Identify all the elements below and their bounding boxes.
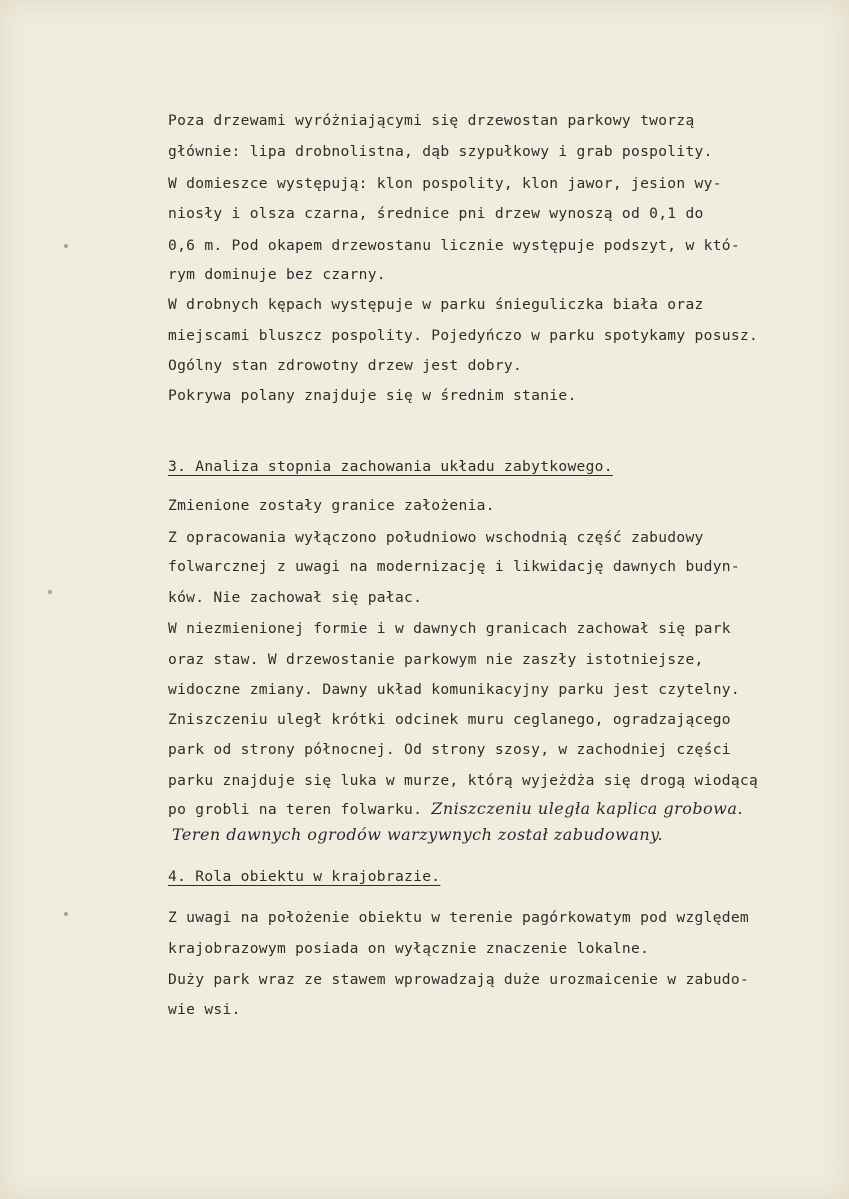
- text-line: Z uwagi na położenie obiektu w terenie pagórkowatym pod względem: [168, 909, 750, 926]
- text-line: Zmienione zostały granice założenia.: [168, 497, 495, 514]
- handwritten-note: Zniszczeniu uległa kaplica grobowa.: [431, 799, 743, 818]
- section-heading: 3. Analiza stopnia zachowania układu zabytkowego.: [168, 458, 613, 475]
- text-line: miejscami bluszcz pospolity. Pojedyńczo w parku spotykamy posusz.: [168, 327, 759, 344]
- text-line: głównie: lipa drobnolistna, dąb szypułkowy i grab pospolity.: [168, 143, 713, 160]
- text-line: Duży park wraz ze stawem wprowadzają duże urozmaicenie w zabudo-: [168, 971, 750, 988]
- text-line: Ogólny stan zdrowotny drzew jest dobry.: [168, 357, 523, 374]
- text-line: Poza drzewami wyróżniającymi się drzewostan parkowy tworzą: [168, 112, 695, 129]
- text-line: [168, 800, 743, 819]
- section-heading: 4. Rola obiektu w krajobrazie.: [168, 868, 441, 885]
- text-line: widoczne zmiany. Dawny układ komunikacyjny parku jest czytelny.: [168, 681, 740, 698]
- text-line: W niezmienionej formie i w dawnych granicach zachował się park: [168, 620, 731, 637]
- text-line: 0,6 m. Pod okapem drzewostanu licznie występuje podszyt, w któ-: [168, 237, 740, 254]
- text-line: parku znajduje się luka w murze, którą wyjeżdża się drogą wiodącą: [168, 772, 759, 789]
- punch-hole: [64, 244, 68, 248]
- typed-text: po grobli na teren folwarku.: [168, 801, 423, 818]
- text-line: Zniszczeniu uległ krótki odcinek muru ceglanego, ogradzającego: [168, 711, 731, 728]
- punch-hole: [48, 590, 52, 594]
- text-line: oraz staw. W drzewostanie parkowym nie zaszły istotniejsze,: [168, 651, 704, 668]
- text-line: W domieszce występują: klon pospolity, klon jawor, jesion wy-: [168, 175, 722, 192]
- text-line: park od strony północnej. Od strony szosy, w zachodniej części: [168, 741, 731, 758]
- text-line: krajobrazowym posiada on wyłącznie znaczenie lokalne.: [168, 940, 650, 957]
- text-line: wie wsi.: [168, 1001, 241, 1018]
- text-line: Z opracowania wyłączono południowo wschodnią część zabudowy: [168, 529, 704, 546]
- text-line: rym dominuje bez czarny.: [168, 266, 386, 283]
- handwritten-note: Teren dawnych ogrodów warzywnych został zabudowany.: [172, 825, 664, 844]
- text-line: W drobnych kępach występuje w parku śnieguliczka biała oraz: [168, 296, 704, 313]
- text-line: folwarcznej z uwagi na modernizację i likwidację dawnych budyn-: [168, 558, 740, 575]
- text-line: Pokrywa polany znajduje się w średnim stanie.: [168, 387, 577, 404]
- text-line: niosły i olsza czarna, średnice pni drzew wynoszą od 0,1 do: [168, 205, 704, 222]
- punch-hole: [64, 912, 68, 916]
- text-line: ków. Nie zachował się pałac.: [168, 589, 423, 606]
